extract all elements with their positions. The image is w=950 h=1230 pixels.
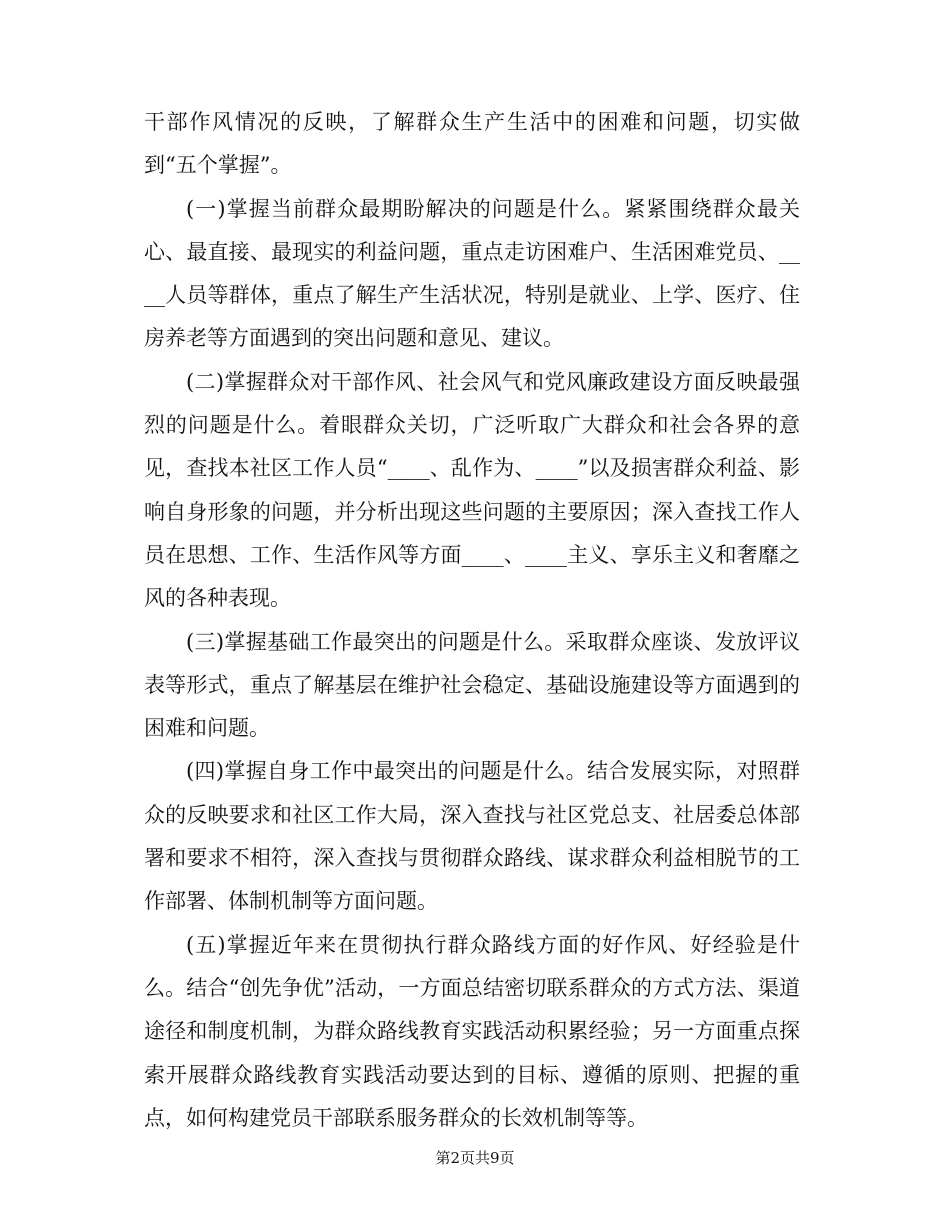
paragraph-intro: 干部作风情况的反映，了解群众生产生活中的困难和问题，切实做到“五个掌握”。 — [144, 110, 800, 178]
paragraph-item-2: (二)掌握群众对干部作风、社会风气和党风廉政建设方面反映最强烈的问题是什么。着眼群众关切，广泛听取广大群众和社会各界的意见，查找本社区工作人员“____、乱作为、____”以及损害群众利益、影响自身形象的问题，并分析出现这些问题的主要原因；深入查找工作人员在思想、工作、生活作风等方面____、____主义、享乐主义和奢靡之风的各种表现。 — [144, 369, 800, 611]
paragraph-item-4: (四)掌握自身工作中最突出的问题是什么。结合发展实际，对照群众的反映要求和社区工作大局，深入查找与社区党总支、社居委总体部署和要求不相符，深入查找与贯彻群众路线、谋求群众利益相脱节的工作部署、体制机制等方面问题。 — [144, 759, 800, 914]
document-body — [144, 101, 800, 1140]
page-number-footer: 第2页共9页 — [435, 1149, 515, 1167]
paragraph-item-1: (一)掌握当前群众最期盼解决的问题是什么。紧紧围绕群众最关心、最直接、最现实的利益问题，重点走访困难户、生活困难党员、____人员等群体，重点了解生产生活状况，特别是就业、上学、医疗、住房养老等方面遇到的突出问题和意见、建议。 — [144, 196, 800, 351]
paragraph-item-5: (五)掌握近年来在贯彻执行群众路线方面的好作风、好经验是什么。结合“创先争优”活动，一方面总结密切联系群众的方式方法、渠道途径和制度机制，为群众路线教育实践活动积累经验；另一方面重点探索开展群众路线教育实践活动要达到的目标、遵循的原则、把握的重点，如何构建党员干部联系服务群众的长效机制等等。 — [144, 932, 800, 1130]
paragraph-item-3: (三)掌握基础工作最突出的问题是什么。采取群众座谈、发放评议表等形式，重点了解基层在维护社会稳定、基础设施建设等方面遇到的困难和问题。 — [144, 629, 800, 741]
